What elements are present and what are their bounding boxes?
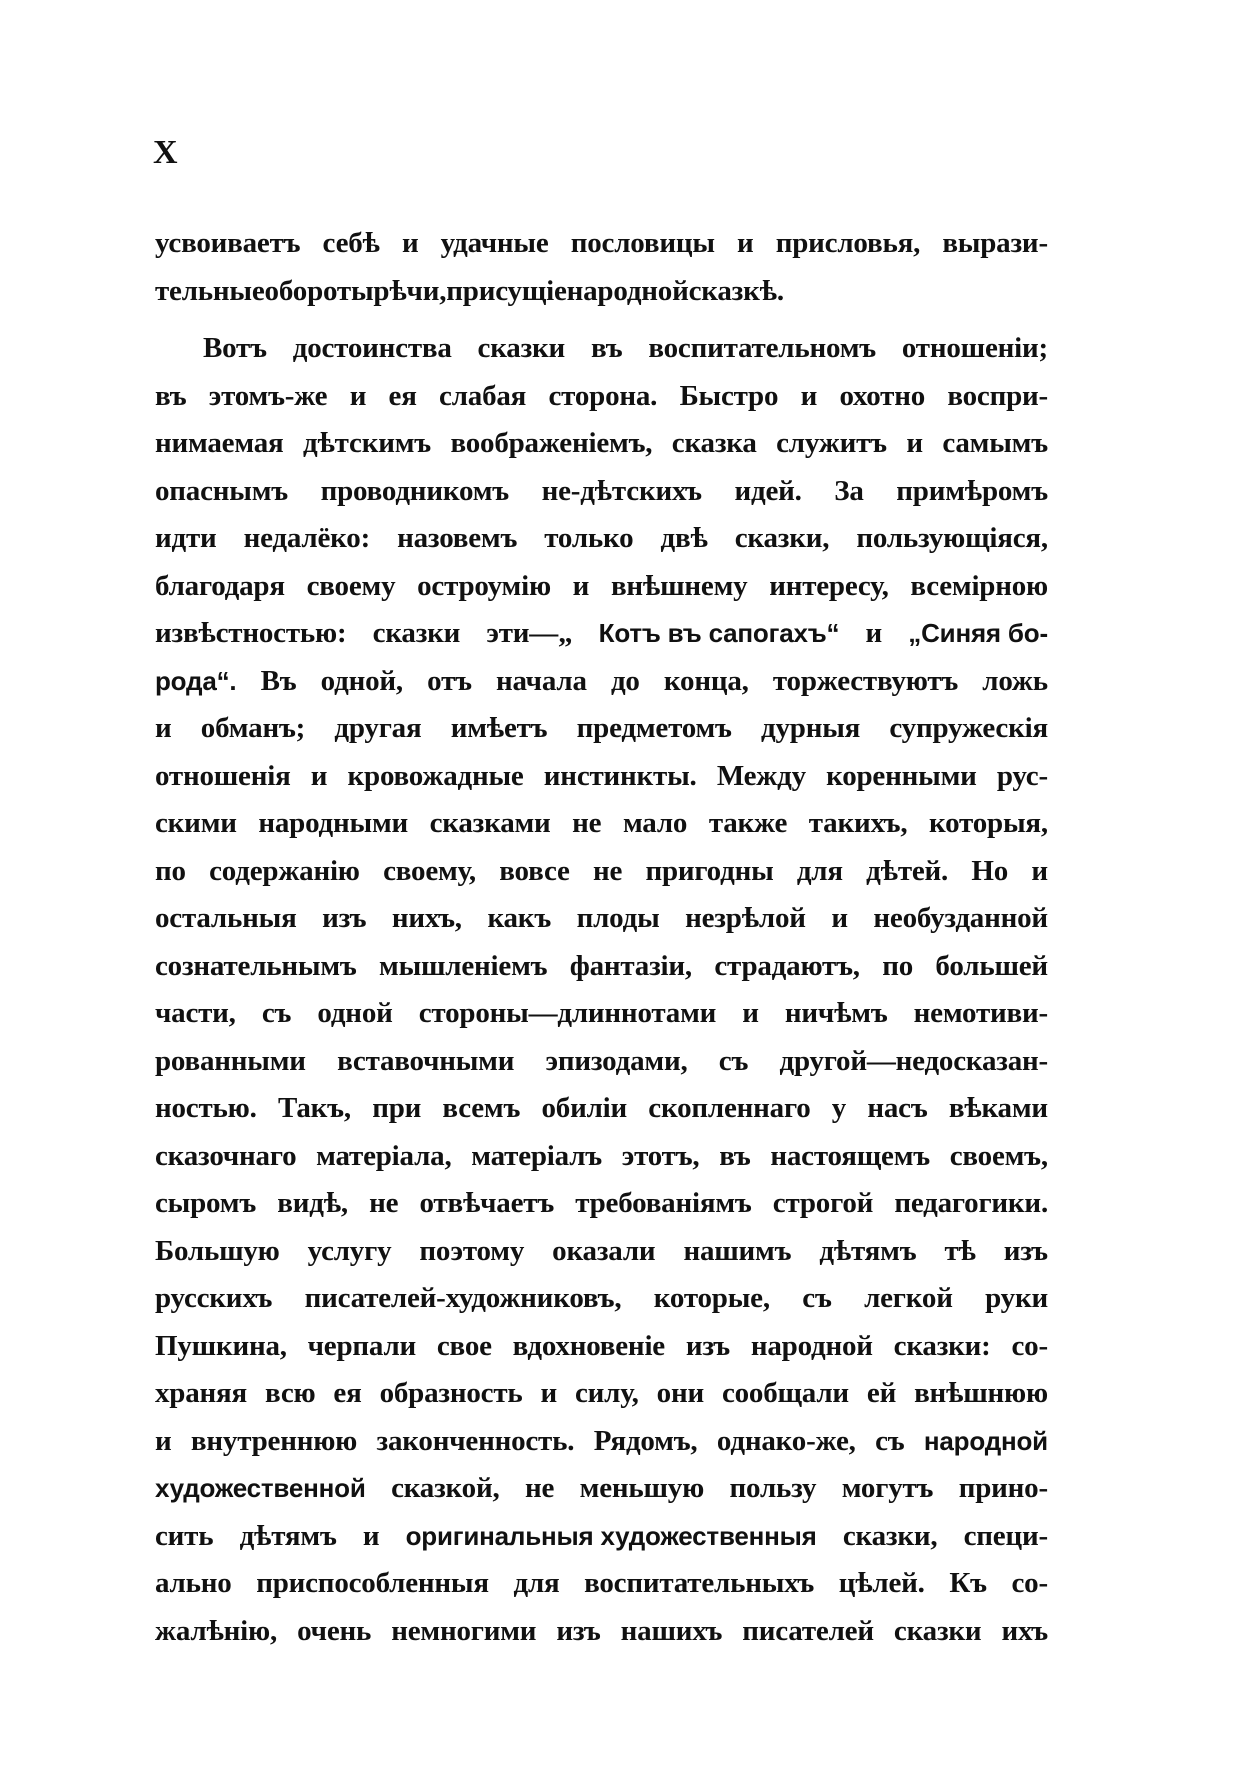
word: цѣлей. bbox=[838, 1567, 925, 1599]
word: немотиви- bbox=[913, 997, 1048, 1029]
text-line bbox=[155, 705, 1048, 753]
word: конца, bbox=[663, 664, 749, 697]
body-text bbox=[155, 220, 1048, 1655]
word: одной, bbox=[320, 664, 403, 697]
word: пользующіяся, bbox=[856, 522, 1048, 554]
text-line bbox=[155, 800, 1048, 848]
word: своему, bbox=[383, 854, 476, 887]
word: назовемъ bbox=[397, 522, 518, 554]
word: педагогики. bbox=[894, 1187, 1048, 1219]
word: рованными bbox=[155, 1044, 306, 1077]
word: сказки, bbox=[734, 522, 830, 554]
text-line bbox=[155, 943, 1048, 991]
word: и bbox=[540, 1377, 557, 1409]
word: съ bbox=[802, 1282, 832, 1314]
word: стороны—длиннотами bbox=[418, 997, 717, 1029]
word: при bbox=[372, 1092, 422, 1124]
word: пользу bbox=[729, 1472, 817, 1504]
word: мышленіемъ bbox=[379, 949, 548, 982]
text-line bbox=[155, 1038, 1048, 1086]
word: сказки: bbox=[893, 1329, 991, 1362]
word: ея bbox=[333, 1377, 362, 1409]
word: идти bbox=[155, 522, 217, 554]
word: отношеніи; bbox=[901, 332, 1048, 364]
word: и bbox=[831, 902, 848, 934]
word: фантазіи, bbox=[569, 949, 692, 982]
word: своемъ, bbox=[949, 1139, 1048, 1172]
word: пословицы bbox=[570, 227, 715, 259]
word: интересу, bbox=[769, 569, 889, 602]
word: насъ bbox=[867, 1092, 928, 1124]
word: Такъ, bbox=[277, 1092, 351, 1124]
word: и bbox=[349, 379, 367, 412]
word: страдаютъ, bbox=[714, 949, 860, 982]
word: сказки, bbox=[842, 1519, 938, 1552]
word: двѣ bbox=[660, 522, 708, 554]
word: и bbox=[865, 617, 883, 649]
word: со- bbox=[1011, 1567, 1048, 1599]
word: которыя, bbox=[929, 807, 1048, 839]
word: писателей-художниковъ, bbox=[304, 1282, 622, 1314]
emphasized-word: Котъ въ сапогахъ“ bbox=[598, 618, 840, 648]
word: воспитательныхъ bbox=[584, 1567, 815, 1599]
word: супружескія bbox=[889, 712, 1048, 744]
word: оказали bbox=[552, 1234, 656, 1267]
word: только bbox=[544, 522, 634, 554]
word: могутъ bbox=[841, 1472, 934, 1504]
word: необузданной bbox=[873, 902, 1048, 934]
word: ничѣмъ bbox=[784, 997, 888, 1029]
word: храняя bbox=[155, 1377, 248, 1409]
word: матеріалъ bbox=[471, 1139, 602, 1172]
word: по bbox=[155, 854, 186, 887]
text-line bbox=[155, 1085, 1048, 1133]
text-line bbox=[155, 1560, 1048, 1608]
word: другой—недосказан- bbox=[779, 1044, 1048, 1077]
text-line bbox=[155, 753, 1048, 801]
word: не-дѣтскихъ bbox=[541, 474, 702, 507]
word: народной bbox=[750, 1329, 873, 1362]
emphasized-word: „Синяя бо- bbox=[908, 618, 1048, 648]
word: сить bbox=[155, 1519, 214, 1552]
word: строгой bbox=[772, 1187, 874, 1219]
word: инстинкты. bbox=[543, 759, 697, 792]
word: Вотъ bbox=[203, 332, 267, 364]
word: легкой bbox=[864, 1282, 953, 1314]
word: остальныя bbox=[155, 902, 297, 934]
text-line bbox=[155, 220, 1048, 268]
word: дѣтямъ bbox=[239, 1519, 337, 1552]
word: этомъ-же bbox=[208, 379, 328, 412]
word: отъ bbox=[427, 664, 472, 697]
text-line bbox=[155, 895, 1048, 943]
word: матеріала, bbox=[316, 1139, 452, 1172]
word: дѣтямъ bbox=[819, 1234, 917, 1267]
text-line bbox=[155, 268, 1048, 316]
word: всемірною bbox=[910, 569, 1048, 602]
word: своему bbox=[306, 569, 396, 602]
word: воспитательномъ bbox=[648, 332, 876, 364]
text-line bbox=[155, 1180, 1048, 1228]
word: обиліи bbox=[541, 1092, 628, 1124]
word: внутреннюю bbox=[190, 1424, 358, 1457]
word: присловья, bbox=[775, 227, 921, 259]
word: содержанію bbox=[209, 854, 360, 887]
text-line bbox=[155, 515, 1048, 563]
word: и bbox=[800, 379, 818, 412]
word: скими bbox=[155, 807, 237, 839]
word: тѣ bbox=[944, 1234, 976, 1267]
word: съ bbox=[875, 1424, 905, 1457]
word: русскихъ bbox=[155, 1282, 273, 1314]
word: и bbox=[572, 569, 590, 602]
word: сторона. bbox=[548, 379, 658, 412]
word: этотъ, bbox=[621, 1139, 700, 1172]
word: черпали bbox=[307, 1329, 417, 1362]
word: жалѣнію, bbox=[155, 1614, 278, 1647]
word: услугу bbox=[307, 1234, 392, 1267]
word: и bbox=[906, 427, 923, 459]
word: Пушкина, bbox=[155, 1329, 287, 1362]
word: нихъ, bbox=[391, 902, 462, 934]
word: и bbox=[310, 759, 328, 792]
word: немногими bbox=[391, 1614, 537, 1647]
word: эпизодами, bbox=[545, 1044, 688, 1077]
word: приспособленныя bbox=[256, 1567, 489, 1599]
text-line bbox=[155, 1228, 1048, 1276]
word: со- bbox=[1011, 1329, 1048, 1362]
word: въ bbox=[155, 379, 187, 412]
word: народными bbox=[258, 807, 409, 839]
word: Но bbox=[971, 854, 1009, 887]
word: достоинства bbox=[292, 332, 452, 364]
word: до bbox=[610, 664, 640, 697]
word: рус- bbox=[996, 759, 1048, 792]
word: такихъ, bbox=[808, 807, 908, 839]
text-line bbox=[155, 610, 1048, 658]
text-line bbox=[155, 1513, 1048, 1561]
word: слабая bbox=[439, 379, 527, 412]
word: сказки bbox=[372, 617, 461, 649]
word: настоящемъ bbox=[770, 1139, 930, 1172]
word: части, bbox=[155, 997, 236, 1029]
word: Между bbox=[716, 759, 806, 792]
word: руки bbox=[985, 1282, 1048, 1314]
word: сказки bbox=[893, 1614, 982, 1647]
word: извѣстностью: bbox=[155, 617, 347, 649]
word: вырази- bbox=[942, 227, 1048, 259]
word: специ- bbox=[963, 1519, 1048, 1552]
word: сказочнаго bbox=[155, 1139, 297, 1172]
word: сообщали bbox=[721, 1377, 849, 1409]
word: другая bbox=[334, 712, 422, 744]
word: Быстро bbox=[679, 379, 779, 412]
emphasized-word: оригинальныя художественныя bbox=[405, 1520, 817, 1551]
word: ей bbox=[866, 1377, 897, 1409]
word: и bbox=[401, 227, 419, 259]
word: изъ bbox=[685, 1329, 730, 1362]
word: сказка bbox=[671, 427, 757, 459]
word: мало bbox=[622, 807, 688, 839]
word: съ bbox=[718, 1044, 749, 1077]
word: обманъ; bbox=[200, 712, 306, 744]
word: и bbox=[737, 227, 754, 259]
text-line bbox=[155, 468, 1048, 516]
word: требованіямъ bbox=[575, 1187, 752, 1219]
word: отношенія bbox=[155, 759, 291, 792]
word: и bbox=[742, 997, 759, 1029]
word: усвоиваетъ bbox=[155, 227, 301, 259]
word: силу, bbox=[574, 1377, 639, 1409]
word: какъ bbox=[487, 902, 552, 934]
word: всемъ bbox=[442, 1092, 521, 1124]
text-line bbox=[155, 1275, 1048, 1323]
text-line bbox=[155, 990, 1048, 1038]
word: нашихъ bbox=[620, 1614, 723, 1647]
word: у bbox=[831, 1092, 847, 1124]
word: дѣтскимъ bbox=[302, 427, 431, 459]
word: Большую bbox=[155, 1234, 280, 1267]
word: не bbox=[369, 1187, 399, 1219]
word: изъ bbox=[322, 902, 367, 934]
word: Въ bbox=[260, 664, 297, 697]
word: За bbox=[834, 474, 864, 507]
word: прино- bbox=[958, 1472, 1048, 1504]
word: нимаемая bbox=[155, 427, 284, 459]
word: всю bbox=[265, 1377, 316, 1409]
word: имѣетъ bbox=[450, 712, 548, 744]
word: свое bbox=[436, 1329, 492, 1362]
text-line bbox=[155, 1418, 1048, 1466]
word: предметомъ bbox=[576, 712, 732, 744]
word: сказками bbox=[429, 807, 551, 839]
text-line bbox=[155, 563, 1048, 611]
text-line bbox=[155, 373, 1048, 421]
emphasized-word: художественной bbox=[155, 1473, 366, 1503]
word: съ bbox=[261, 997, 292, 1029]
word: законченность. bbox=[376, 1424, 575, 1457]
word: очень bbox=[297, 1614, 372, 1647]
word: скопленнаго bbox=[648, 1092, 811, 1124]
word: изъ bbox=[556, 1614, 601, 1647]
word: самымъ bbox=[942, 427, 1048, 459]
word: не bbox=[592, 854, 623, 887]
text-line bbox=[155, 1370, 1048, 1418]
word: удачные bbox=[440, 227, 549, 259]
word: внѣшнюю bbox=[914, 1377, 1048, 1409]
word: также bbox=[708, 807, 788, 839]
word: въ bbox=[719, 1139, 751, 1172]
word: охотно bbox=[839, 379, 925, 412]
word: сказкѣ. bbox=[688, 274, 784, 307]
word: сказки bbox=[477, 332, 566, 364]
word: эти—„ bbox=[486, 617, 573, 649]
text-line bbox=[155, 325, 1048, 373]
word: для bbox=[796, 854, 843, 887]
word: поэтому bbox=[419, 1234, 525, 1267]
text-line bbox=[155, 1465, 1048, 1513]
word: сознательнымъ bbox=[155, 949, 357, 982]
word: недалёко: bbox=[243, 522, 371, 554]
word: ея bbox=[388, 379, 417, 412]
word: кровожадные bbox=[347, 759, 524, 792]
word: вѣками bbox=[948, 1092, 1048, 1124]
word: присущіе bbox=[446, 274, 567, 307]
text-line bbox=[155, 1608, 1048, 1656]
word: рѣчи, bbox=[373, 274, 447, 307]
word: сказкой, bbox=[391, 1472, 500, 1504]
word: служитъ bbox=[776, 427, 887, 459]
word: начала bbox=[496, 664, 587, 697]
word: пригодны bbox=[645, 854, 774, 887]
word: идей. bbox=[734, 474, 802, 507]
word: Къ bbox=[949, 1567, 987, 1599]
word: для bbox=[513, 1567, 560, 1599]
word: торжествуютъ bbox=[772, 664, 959, 697]
word: благодаря bbox=[155, 569, 285, 602]
word: дѣтей. bbox=[866, 854, 949, 887]
word: воображеніемъ, bbox=[450, 427, 653, 459]
word: воспри- bbox=[947, 379, 1048, 412]
text-line bbox=[155, 848, 1048, 896]
word: вдохновеніе bbox=[512, 1329, 665, 1362]
word: Рядомъ, bbox=[593, 1424, 698, 1457]
word: ихъ bbox=[1001, 1614, 1048, 1647]
word: меньшую bbox=[579, 1472, 705, 1504]
emphasized-word: рода“. bbox=[155, 665, 237, 696]
text-line bbox=[155, 658, 1048, 706]
word: не bbox=[572, 807, 602, 839]
word: примѣромъ bbox=[896, 474, 1048, 507]
word: большей bbox=[935, 949, 1048, 982]
word: остроумію bbox=[417, 569, 551, 602]
word: ностью. bbox=[155, 1092, 257, 1124]
word: проводникомъ bbox=[320, 474, 509, 507]
word: нашимъ bbox=[683, 1234, 792, 1267]
word: въ bbox=[590, 332, 623, 364]
word: не bbox=[525, 1472, 555, 1504]
word: вовсе bbox=[499, 854, 570, 887]
word: и bbox=[1031, 854, 1048, 887]
word: дурныя bbox=[761, 712, 861, 744]
word: они bbox=[656, 1377, 704, 1409]
word: сыромъ bbox=[155, 1187, 257, 1219]
word: образность bbox=[379, 1377, 523, 1409]
word: и bbox=[362, 1519, 380, 1552]
word: ложь bbox=[982, 664, 1048, 697]
word: незрѣлой bbox=[685, 902, 806, 934]
word: себѣ bbox=[322, 227, 380, 259]
word: которые, bbox=[653, 1282, 770, 1314]
word: вставочными bbox=[337, 1044, 515, 1077]
word: внѣшнему bbox=[610, 569, 748, 602]
word: по bbox=[882, 949, 914, 982]
word: опаснымъ bbox=[155, 474, 288, 507]
word: видѣ, bbox=[277, 1187, 348, 1219]
text-line bbox=[155, 1133, 1048, 1181]
word: одной bbox=[317, 997, 393, 1029]
text-line bbox=[155, 1323, 1048, 1371]
word: тельные bbox=[155, 274, 265, 307]
word: и bbox=[155, 1424, 172, 1457]
word: и bbox=[155, 712, 172, 744]
word: обороты bbox=[264, 274, 374, 307]
word: однако-же, bbox=[716, 1424, 856, 1457]
word: плоды bbox=[576, 902, 660, 934]
word: ально bbox=[155, 1567, 232, 1599]
word: коренными bbox=[826, 759, 977, 792]
text-line bbox=[155, 420, 1048, 468]
word: писателей bbox=[742, 1614, 874, 1647]
word: народной bbox=[566, 274, 689, 307]
word: изъ bbox=[1003, 1234, 1048, 1267]
page-number: X bbox=[153, 134, 178, 171]
emphasized-word: народной bbox=[923, 1425, 1048, 1456]
word: отвѣчаетъ bbox=[419, 1187, 555, 1219]
